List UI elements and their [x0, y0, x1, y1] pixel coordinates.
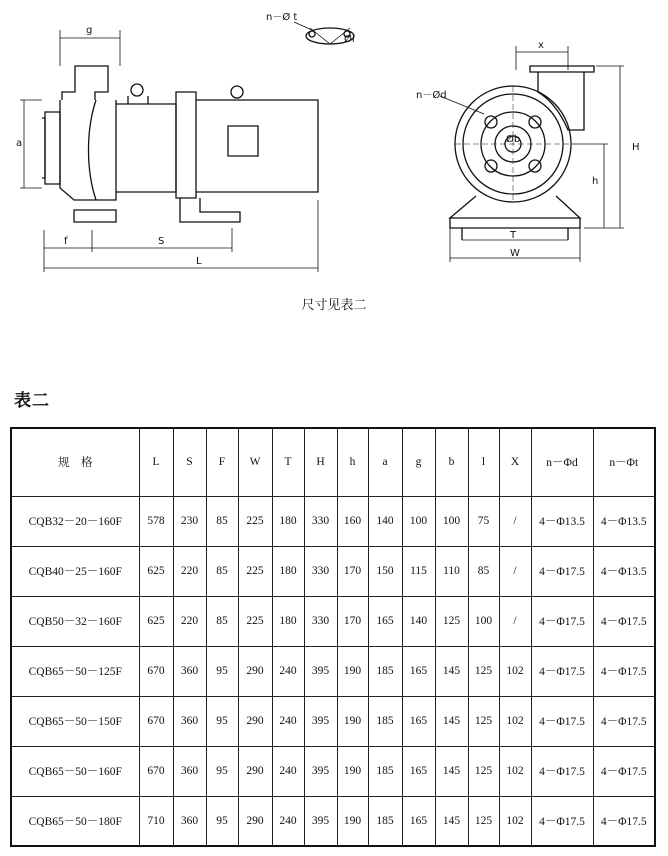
- table-title: 表二: [14, 391, 50, 411]
- cell-X: 102: [499, 696, 531, 746]
- cell-n-t: 4－Φ13.5: [593, 546, 655, 596]
- cell-S: 230: [173, 496, 206, 546]
- table-row: [11, 496, 655, 546]
- cell-H: 395: [304, 696, 337, 746]
- cell-b: 145: [435, 746, 468, 796]
- cell-g: 165: [402, 746, 435, 796]
- cell-g: 140: [402, 596, 435, 646]
- dim-label-H: H: [632, 142, 640, 153]
- dim-label-T: T: [510, 230, 517, 241]
- header-n-t: n－Φt: [593, 428, 655, 496]
- cell-n-d: 4－Φ17.5: [531, 796, 593, 846]
- cell-g: 165: [402, 646, 435, 696]
- cell-F: 95: [206, 796, 238, 846]
- header-F: F: [206, 428, 238, 496]
- dim-label-W: W: [510, 248, 520, 259]
- drawing-caption: 尺寸见表二: [301, 298, 367, 313]
- cell-b: 125: [435, 596, 468, 646]
- cell-L: 625: [139, 546, 173, 596]
- cell-F: 95: [206, 646, 238, 696]
- cell-n-d: 4－Φ17.5: [531, 646, 593, 696]
- dim-label-x: x: [538, 40, 544, 51]
- table-row: [11, 646, 655, 696]
- cell-g: 165: [402, 696, 435, 746]
- header-W: W: [238, 428, 272, 496]
- cell-spec: CQB32－20－160F: [11, 496, 139, 546]
- cell-a: 165: [368, 596, 402, 646]
- cell-W: 225: [238, 546, 272, 596]
- shaft-note: Øb: [506, 134, 521, 145]
- cell-n-t: 4－Φ17.5: [593, 596, 655, 646]
- cell-b: 110: [435, 546, 468, 596]
- cell-T: 240: [272, 746, 304, 796]
- cell-X: 102: [499, 796, 531, 846]
- dim-label-f: f: [64, 236, 68, 247]
- cell-T: 180: [272, 496, 304, 546]
- cell-g: 115: [402, 546, 435, 596]
- cell-h: 160: [337, 496, 368, 546]
- cell-S: 360: [173, 696, 206, 746]
- cell-n-t: 4－Φ17.5: [593, 796, 655, 846]
- cell-a: 140: [368, 496, 402, 546]
- cell-X: 102: [499, 746, 531, 796]
- cell-l: 100: [468, 596, 499, 646]
- cell-h: 190: [337, 796, 368, 846]
- header-X: X: [499, 428, 531, 496]
- cell-b: 100: [435, 496, 468, 546]
- table-row: [11, 696, 655, 746]
- cell-n-d: 4－Φ17.5: [531, 546, 593, 596]
- cell-a: 185: [368, 796, 402, 846]
- cell-T: 180: [272, 546, 304, 596]
- cell-l: 125: [468, 746, 499, 796]
- cell-F: 85: [206, 596, 238, 646]
- header-S: S: [173, 428, 206, 496]
- cell-H: 395: [304, 796, 337, 846]
- header-b: b: [435, 428, 468, 496]
- dim-label-S: S: [158, 236, 165, 247]
- cell-H: 330: [304, 596, 337, 646]
- bore-note: Øi: [344, 34, 355, 45]
- cell-X: 102: [499, 646, 531, 696]
- cell-b: 145: [435, 646, 468, 696]
- header-l: l: [468, 428, 499, 496]
- cell-X: /: [499, 596, 531, 646]
- cell-W: 290: [238, 646, 272, 696]
- cell-g: 165: [402, 796, 435, 846]
- cell-h: 190: [337, 746, 368, 796]
- cell-W: 290: [238, 696, 272, 746]
- cell-T: 240: [272, 696, 304, 746]
- cell-a: 185: [368, 696, 402, 746]
- cell-spec: CQB40－25－160F: [11, 546, 139, 596]
- cell-a: 150: [368, 546, 402, 596]
- table-row: [11, 796, 655, 846]
- cell-n-t: 4－Φ17.5: [593, 646, 655, 696]
- cell-H: 330: [304, 546, 337, 596]
- cell-T: 240: [272, 646, 304, 696]
- cell-S: 360: [173, 796, 206, 846]
- cell-H: 395: [304, 646, 337, 696]
- cell-L: 670: [139, 646, 173, 696]
- cell-X: /: [499, 496, 531, 546]
- dimension-table: [10, 427, 656, 847]
- cell-W: 225: [238, 596, 272, 646]
- cell-H: 330: [304, 496, 337, 546]
- cell-F: 85: [206, 496, 238, 546]
- cell-S: 220: [173, 546, 206, 596]
- header-T: T: [272, 428, 304, 496]
- cell-a: 185: [368, 746, 402, 796]
- dim-label-L: L: [196, 256, 202, 267]
- cell-F: 95: [206, 746, 238, 796]
- flange-hole-note: n－Ø t: [266, 12, 298, 23]
- table-row: [11, 596, 655, 646]
- cell-W: 225: [238, 496, 272, 546]
- cell-S: 220: [173, 596, 206, 646]
- cell-l: 125: [468, 646, 499, 696]
- cell-L: 578: [139, 496, 173, 546]
- cell-n-d: 4－Φ17.5: [531, 746, 593, 796]
- header-a: a: [368, 428, 402, 496]
- hole-note: n－Ød: [416, 90, 447, 101]
- cell-l: 85: [468, 546, 499, 596]
- table-row: [11, 546, 655, 596]
- cell-n-d: 4－Φ17.5: [531, 696, 593, 746]
- cell-n-t: 4－Φ17.5: [593, 746, 655, 796]
- cell-spec: CQB65－50－125F: [11, 646, 139, 696]
- cell-n-t: 4－Φ17.5: [593, 696, 655, 746]
- cell-h: 190: [337, 646, 368, 696]
- cell-F: 85: [206, 546, 238, 596]
- cell-b: 145: [435, 696, 468, 746]
- cell-spec: CQB65－50－150F: [11, 696, 139, 746]
- header-g: g: [402, 428, 435, 496]
- cell-spec: CQB65－50－160F: [11, 746, 139, 796]
- cell-g: 100: [402, 496, 435, 546]
- cell-spec: CQB50－32－160F: [11, 596, 139, 646]
- dim-label-g: g: [86, 25, 93, 36]
- table-header-row: [11, 428, 655, 496]
- cell-L: 670: [139, 696, 173, 746]
- cell-S: 360: [173, 746, 206, 796]
- cell-n-d: 4－Φ17.5: [531, 596, 593, 646]
- cell-F: 95: [206, 696, 238, 746]
- cell-a: 185: [368, 646, 402, 696]
- cell-l: 75: [468, 496, 499, 546]
- cell-l: 125: [468, 696, 499, 746]
- cell-S: 360: [173, 646, 206, 696]
- cell-L: 670: [139, 746, 173, 796]
- cell-l: 125: [468, 796, 499, 846]
- cell-spec: CQB65－50－180F: [11, 796, 139, 846]
- header-spec: 规 格: [11, 428, 139, 496]
- header-L: L: [139, 428, 173, 496]
- cell-n-d: 4－Φ13.5: [531, 496, 593, 546]
- cell-H: 395: [304, 746, 337, 796]
- header-H: H: [304, 428, 337, 496]
- table-body: [11, 496, 655, 846]
- table-row: [11, 746, 655, 796]
- cell-b: 145: [435, 796, 468, 846]
- cell-h: 170: [337, 546, 368, 596]
- cell-T: 240: [272, 796, 304, 846]
- dim-label-h: h: [592, 176, 599, 187]
- cell-L: 710: [139, 796, 173, 846]
- cell-X: /: [499, 546, 531, 596]
- cell-h: 190: [337, 696, 368, 746]
- cell-L: 625: [139, 596, 173, 646]
- pump-dimension-drawing: [0, 0, 668, 300]
- cell-W: 290: [238, 746, 272, 796]
- header-h: h: [337, 428, 368, 496]
- cell-T: 180: [272, 596, 304, 646]
- cell-n-t: 4－Φ13.5: [593, 496, 655, 546]
- cell-h: 170: [337, 596, 368, 646]
- cell-W: 290: [238, 796, 272, 846]
- header-n-d: n－Φd: [531, 428, 593, 496]
- dim-label-a: a: [16, 138, 23, 149]
